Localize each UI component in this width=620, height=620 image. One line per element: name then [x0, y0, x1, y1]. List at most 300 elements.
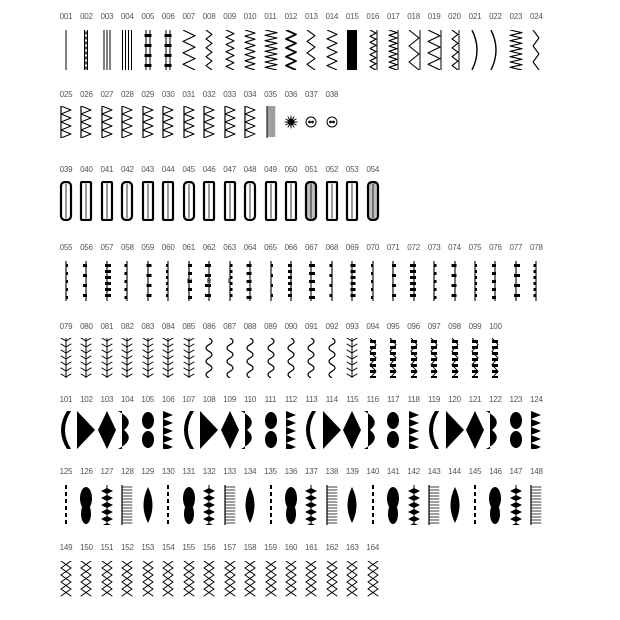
stitch-cell: [343, 243, 361, 305]
stitch-number: 150: [80, 543, 93, 552]
stitch-number: 024: [529, 12, 543, 21]
stitch-number: 018: [407, 12, 421, 21]
stitch-number: 092: [325, 322, 339, 331]
stitch-number: 085: [182, 322, 196, 331]
stitch-pattern-icon: [139, 106, 157, 138]
svg-text:R: R: [207, 279, 212, 285]
stitch-cell: [57, 90, 75, 142]
stitch-pattern-icon: [77, 338, 95, 378]
stitch-number: 159: [264, 543, 277, 552]
stitch-cell: [527, 467, 545, 529]
stitch-number: 107: [182, 395, 196, 404]
stitch-pattern-icon: [200, 181, 218, 221]
stitch-pattern-icon: [139, 181, 157, 221]
stitch-pattern-icon: [302, 485, 320, 525]
stitch-pattern-icon: [282, 561, 300, 601]
stitch-number: 123: [509, 395, 523, 404]
stitch-pattern-icon: [262, 106, 280, 138]
stitch-number: 119: [428, 395, 441, 404]
stitch-cell: [343, 165, 361, 225]
stitch-number: 055: [59, 243, 73, 252]
stitch-number: 100: [489, 322, 502, 331]
stitch-cell: [57, 243, 75, 305]
stitch-number: 064: [243, 243, 257, 252]
stitch-cell: [527, 243, 545, 305]
stitch-cell: [180, 12, 198, 74]
stitch-number: 135: [264, 467, 277, 476]
stitch-cell: [507, 467, 525, 529]
stitch-cell: [425, 395, 443, 453]
stitch-number: 054: [366, 165, 380, 174]
stitch-pattern-icon: [241, 261, 259, 301]
stitch-number: 073: [427, 243, 441, 252]
stitch-number: 017: [386, 12, 400, 21]
stitch-cell: [241, 12, 259, 74]
stitch-number: 075: [468, 243, 482, 252]
stitch-cell: [98, 322, 116, 382]
stitch-pattern-icon: [180, 30, 198, 70]
stitch-number: 037: [305, 90, 318, 99]
stitch-cell: [241, 322, 259, 382]
stitch-pattern-icon: [77, 561, 95, 601]
stitch-number: 143: [427, 467, 441, 476]
stitch-pattern-icon: [405, 338, 423, 378]
stitch-cell: [98, 165, 116, 225]
stitch-pattern-icon: [466, 261, 484, 301]
stitch-pattern-icon: [77, 485, 95, 525]
stitch-cell: [77, 322, 95, 382]
stitch-number: 111: [264, 395, 277, 404]
stitch-number: 057: [100, 243, 114, 252]
stitch-number: 068: [325, 243, 339, 252]
stitch-cell: [384, 322, 402, 382]
stitch-pattern-icon: [507, 485, 525, 525]
stitch-cell: [262, 165, 280, 225]
stitch-pattern-icon: [282, 411, 300, 449]
stitch-number: 003: [100, 12, 114, 21]
stitch-pattern-icon: [486, 411, 504, 449]
stitch-number: 016: [366, 12, 380, 21]
stitch-number: 082: [120, 322, 134, 331]
stitch-cell: [159, 243, 177, 305]
stitch-number: 046: [202, 165, 216, 174]
stitch-pattern-icon: [425, 411, 443, 449]
stitch-pattern-icon: [302, 561, 320, 601]
stitch-pattern-icon: [139, 561, 157, 601]
stitch-pattern-icon: [159, 30, 177, 70]
stitch-pattern-icon: [384, 30, 402, 70]
stitch-number: 157: [223, 543, 236, 552]
stitch-number: 104: [120, 395, 134, 404]
stitch-number: 034: [243, 90, 257, 99]
stitch-cell: [200, 543, 218, 605]
stitch-number: 060: [161, 243, 175, 252]
stitch-number: 108: [202, 395, 216, 404]
stitch-cell: [282, 12, 300, 74]
stitch-cell: [159, 12, 177, 74]
stitch-cell: [323, 12, 341, 74]
stitch-number: 094: [366, 322, 380, 331]
stitch-number: 113: [305, 395, 318, 404]
stitch-cell: [446, 12, 464, 74]
stitch-pattern-icon: [241, 338, 259, 378]
stitch-cell: [302, 467, 320, 529]
stitch-number: 005: [141, 12, 155, 21]
stitch-pattern-icon: [364, 411, 382, 449]
stitch-pattern-icon: [180, 411, 198, 449]
stitch-pattern-icon: [241, 561, 259, 601]
stitch-number: 122: [489, 395, 502, 404]
stitch-pattern-icon: [466, 30, 484, 70]
stitch-cell: [77, 467, 95, 529]
stitch-pattern-icon: [98, 485, 116, 525]
stitch-number: 041: [100, 165, 114, 174]
stitch-cell: [446, 467, 464, 529]
stitch-number: 127: [100, 467, 114, 476]
stitch-number: 086: [202, 322, 216, 331]
stitch-cell: [486, 467, 504, 529]
stitch-number: 153: [141, 543, 155, 552]
stitch-number: 045: [182, 165, 196, 174]
stitch-number: 147: [509, 467, 523, 476]
stitch-pattern-icon: [323, 485, 341, 525]
stitch-cell: [118, 90, 136, 142]
stitch-pattern-icon: [241, 106, 259, 138]
stitch-number: 142: [407, 467, 421, 476]
stitch-number: 008: [202, 12, 216, 21]
stitch-pattern-icon: [118, 411, 136, 449]
stitch-number: 069: [345, 243, 359, 252]
stitch-number: 129: [141, 467, 155, 476]
stitch-pattern-icon: [118, 561, 136, 601]
stitch-cell: [527, 395, 545, 453]
stitch-cell: [262, 395, 280, 453]
stitch-pattern-icon: [384, 485, 402, 525]
stitch-cell: [405, 322, 423, 382]
stitch-number: 089: [264, 322, 277, 331]
stitch-pattern-icon: [221, 30, 239, 70]
stitch-cell: [302, 90, 320, 142]
stitch-cell: [98, 12, 116, 74]
stitch-cell: [200, 12, 218, 74]
stitch-cell: [98, 243, 116, 305]
stitch-number: 149: [59, 543, 73, 552]
stitch-cell: [180, 395, 198, 453]
stitch-cell: [364, 243, 382, 305]
stitch-number: 106: [161, 395, 175, 404]
stitch-number: 148: [529, 467, 543, 476]
stitch-row: [0, 12, 620, 74]
stitch-number: 090: [284, 322, 298, 331]
stitch-cell: [180, 90, 198, 142]
stitch-cell: [262, 90, 280, 142]
stitch-cell: [486, 243, 504, 305]
stitch-cell: [282, 395, 300, 453]
stitch-cell: [466, 395, 484, 453]
stitch-pattern-icon: [241, 181, 259, 221]
stitch-cell: [466, 12, 484, 74]
stitch-number: 097: [427, 322, 441, 331]
stitch-cell: [507, 395, 525, 453]
stitch-pattern-icon: [282, 261, 300, 301]
stitch-pattern-icon: [221, 181, 239, 221]
stitch-pattern-icon: [364, 261, 382, 301]
stitch-cell: [323, 467, 341, 529]
stitch-pattern-icon: [323, 106, 341, 138]
stitch-pattern-icon: [425, 338, 443, 378]
stitch-cell: [405, 467, 423, 529]
stitch-number: 014: [325, 12, 339, 21]
stitch-number: 102: [80, 395, 93, 404]
stitch-pattern-icon: [200, 106, 218, 138]
stitch-number: 007: [182, 12, 196, 21]
stitch-number: 013: [305, 12, 318, 21]
stitch-cell: [159, 90, 177, 142]
stitch-number: 155: [182, 543, 196, 552]
stitch-cell: [384, 12, 402, 74]
stitch-pattern-icon: [57, 338, 75, 378]
stitch-pattern-icon: [405, 485, 423, 525]
stitch-pattern-icon: [159, 181, 177, 221]
stitch-cell: [425, 467, 443, 529]
stitch-cell: [57, 12, 75, 74]
stitch-cell: [364, 395, 382, 453]
stitch-number: 109: [223, 395, 236, 404]
stitch-number: 088: [243, 322, 257, 331]
stitch-pattern-icon: [302, 338, 320, 378]
stitch-cell: [282, 165, 300, 225]
stitch-row: [0, 165, 620, 225]
stitch-pattern-icon: [302, 261, 320, 301]
stitch-number: 048: [243, 165, 257, 174]
stitch-pattern-icon: [405, 411, 423, 449]
stitch-cell: [221, 543, 239, 605]
stitch-number: 128: [120, 467, 134, 476]
stitch-cell: [200, 165, 218, 225]
stitch-cell: [405, 243, 423, 305]
stitch-number: 002: [80, 12, 93, 21]
stitch-cell: [486, 12, 504, 74]
stitch-cell: [200, 322, 218, 382]
stitch-cell: [262, 467, 280, 529]
stitch-number: 021: [468, 12, 482, 21]
stitch-cell: [77, 543, 95, 605]
stitch-pattern-icon: [221, 106, 239, 138]
stitch-number: 140: [366, 467, 380, 476]
stitch-number: 072: [407, 243, 421, 252]
stitch-pattern-icon: [77, 30, 95, 70]
stitch-number: 074: [448, 243, 461, 252]
stitch-number: 035: [264, 90, 277, 99]
stitch-cell: [57, 395, 75, 453]
stitch-pattern-icon: [507, 411, 525, 449]
stitch-cell: [241, 467, 259, 529]
stitch-pattern-icon: [159, 338, 177, 378]
stitch-number: 033: [223, 90, 236, 99]
stitch-pattern-icon: [282, 106, 300, 138]
stitch-pattern-icon: [139, 485, 157, 525]
stitch-row: [0, 322, 620, 382]
stitch-pattern-icon: [343, 411, 361, 449]
stitch-cell: [323, 90, 341, 142]
stitch-pattern-icon: [159, 485, 177, 525]
stitch-number: 044: [161, 165, 175, 174]
stitch-pattern-icon: [57, 261, 75, 301]
stitch-pattern-icon: [98, 411, 116, 449]
stitch-pattern-icon: [364, 561, 382, 601]
stitch-number: 091: [305, 322, 318, 331]
stitch-cell: [77, 90, 95, 142]
stitch-number: 098: [448, 322, 461, 331]
stitch-number: 029: [141, 90, 155, 99]
stitch-pattern-icon: [118, 106, 136, 138]
stitch-number: 093: [345, 322, 359, 331]
stitch-number: 011: [264, 12, 277, 21]
stitch-pattern-icon: [241, 411, 259, 449]
stitch-cell: [139, 90, 157, 142]
stitch-number: 118: [407, 395, 420, 404]
stitch-pattern-icon: [262, 411, 280, 449]
stitch-cell: [139, 467, 157, 529]
stitch-pattern-icon: [98, 181, 116, 221]
stitch-cell: [384, 243, 402, 305]
stitch-pattern-icon: [77, 261, 95, 301]
stitch-pattern-icon: [343, 561, 361, 601]
stitch-cell: [159, 395, 177, 453]
stitch-cell: [384, 467, 402, 529]
stitch-pattern-icon: [302, 181, 320, 221]
stitch-pattern-icon: [139, 338, 157, 378]
stitch-pattern-icon: [302, 411, 320, 449]
stitch-number: 132: [202, 467, 216, 476]
stitch-pattern-icon: [405, 30, 423, 70]
stitch-number: 004: [120, 12, 134, 21]
stitch-number: 026: [80, 90, 93, 99]
stitch-cell: [282, 243, 300, 305]
stitch-pattern-icon: [466, 485, 484, 525]
stitch-pattern-icon: [118, 30, 136, 70]
stitch-number: 009: [223, 12, 236, 21]
stitch-pattern-icon: [262, 485, 280, 525]
stitch-pattern-icon: [118, 261, 136, 301]
stitch-number: 112: [284, 395, 298, 404]
stitch-number: 146: [489, 467, 502, 476]
stitch-cell: [159, 165, 177, 225]
stitch-cell: [118, 243, 136, 305]
stitch-cell: [302, 543, 320, 605]
stitch-pattern-icon: [241, 30, 259, 70]
stitch-cell: [262, 243, 280, 305]
stitch-pattern-icon: [323, 261, 341, 301]
stitch-number: 043: [141, 165, 155, 174]
stitch-pattern-icon: [180, 561, 198, 601]
stitch-cell: [180, 467, 198, 529]
stitch-cell: [343, 12, 361, 74]
stitch-pattern-icon: [282, 30, 300, 70]
stitch-pattern-icon: [57, 181, 75, 221]
stitch-number: 083: [141, 322, 155, 331]
stitch-number: 078: [529, 243, 543, 252]
stitch-pattern-icon: [323, 561, 341, 601]
stitch-number: 110: [243, 395, 257, 404]
stitch-pattern-icon: [486, 261, 504, 301]
stitch-cell: [486, 395, 504, 453]
stitch-cell: [486, 322, 504, 382]
stitch-pattern-icon: [282, 485, 300, 525]
stitch-cell: [446, 243, 464, 305]
stitch-number: 036: [284, 90, 298, 99]
stitch-cell: [118, 543, 136, 605]
stitch-pattern-icon: [200, 30, 218, 70]
stitch-cell: [118, 395, 136, 453]
stitch-number: 010: [243, 12, 257, 21]
svg-text:M: M: [186, 279, 192, 285]
stitch-cell: [180, 243, 198, 305]
stitch-pattern-icon: [466, 411, 484, 449]
stitch-cell: [425, 12, 443, 74]
stitch-cell: [446, 395, 464, 453]
stitch-cell: [200, 467, 218, 529]
stitch-number: 139: [345, 467, 359, 476]
stitch-cell: [282, 467, 300, 529]
stitch-number: 058: [120, 243, 134, 252]
stitch-cell: [221, 467, 239, 529]
stitch-number: 040: [80, 165, 93, 174]
stitch-number: 137: [305, 467, 318, 476]
stitch-cell: [507, 243, 525, 305]
stitch-cell: [241, 395, 259, 453]
stitch-number: 025: [59, 90, 73, 99]
stitch-cell: [302, 12, 320, 74]
stitch-number: 134: [243, 467, 257, 476]
stitch-number: 095: [386, 322, 400, 331]
stitch-cell: [302, 243, 320, 305]
stitch-pattern-icon: [200, 338, 218, 378]
stitch-pattern-icon: [527, 30, 545, 70]
stitch-cell: [405, 395, 423, 453]
stitch-number: 079: [59, 322, 73, 331]
stitch-number: 115: [346, 395, 359, 404]
stitch-cell: [77, 165, 95, 225]
stitch-pattern-icon: [302, 106, 320, 138]
stitch-pattern-icon: [425, 30, 443, 70]
stitch-pattern-icon: [405, 261, 423, 301]
stitch-pattern-icon: [262, 30, 280, 70]
stitch-pattern-icon: [262, 261, 280, 301]
stitch-pattern-icon: [364, 181, 382, 221]
stitch-cell: [118, 467, 136, 529]
stitch-pattern-icon: [118, 485, 136, 525]
stitch-pattern-icon: [527, 261, 545, 301]
stitch-pattern-icon: [486, 30, 504, 70]
stitch-number: 121: [468, 395, 482, 404]
stitch-number: 126: [80, 467, 93, 476]
stitch-cell: [118, 165, 136, 225]
stitch-row: [0, 467, 620, 529]
stitch-pattern-icon: [57, 561, 75, 601]
stitch-cell: [200, 395, 218, 453]
stitch-pattern-icon: [323, 30, 341, 70]
stitch-cell: [77, 395, 95, 453]
stitch-pattern-icon: [118, 181, 136, 221]
stitch-cell: [139, 543, 157, 605]
stitch-pattern-icon: [241, 485, 259, 525]
stitch-number: 071: [386, 243, 400, 252]
stitch-pattern-icon: [446, 411, 464, 449]
stitch-cell: [282, 543, 300, 605]
stitch-number: 001: [59, 12, 73, 21]
stitch-pattern-icon: [159, 106, 177, 138]
